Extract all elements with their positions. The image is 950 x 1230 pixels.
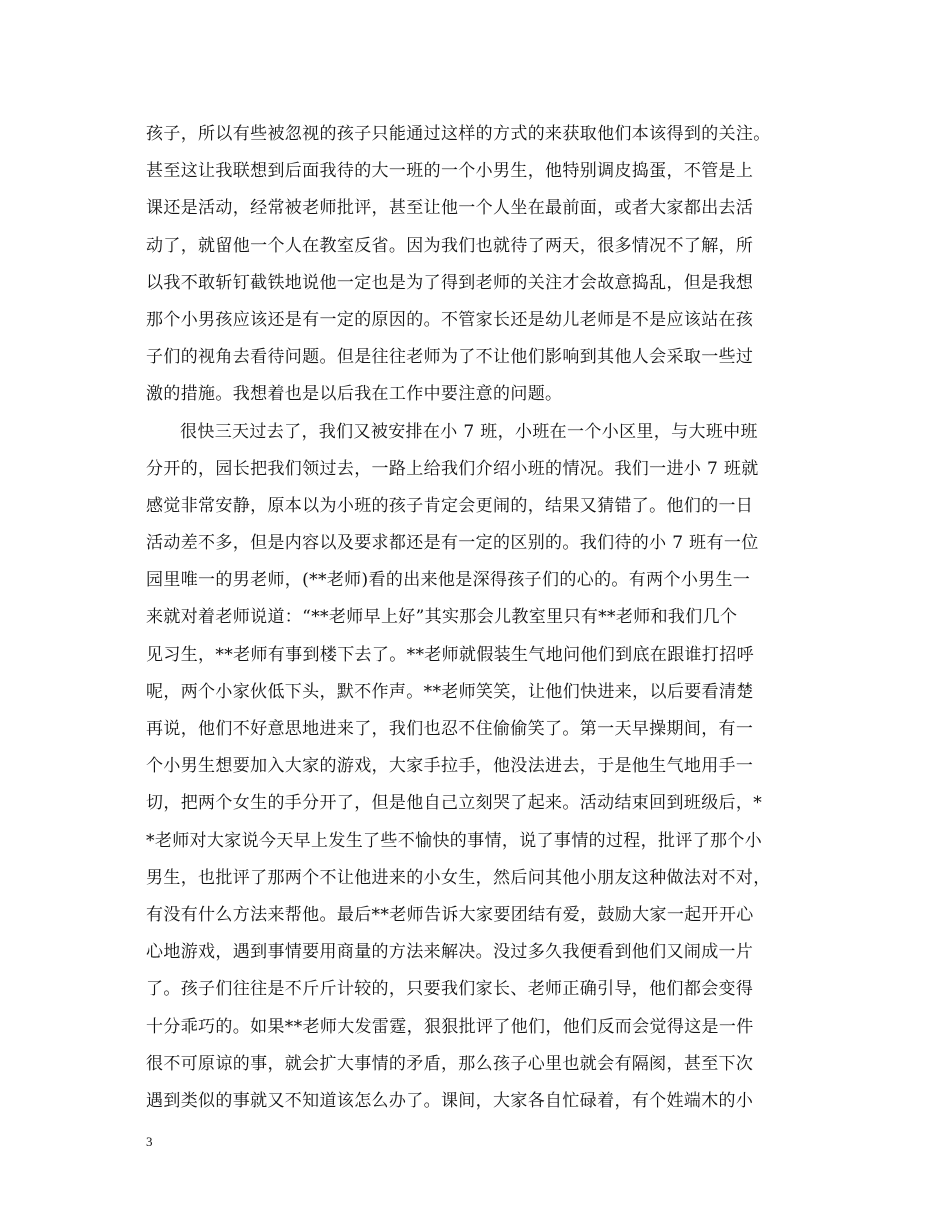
page-number: 3: [146, 1134, 153, 1149]
text-line: 心地游戏，遇到事情要用商量的方法来解决。没过多久我便看到他们又闹成一片: [146, 942, 754, 963]
text-line: 甚至这让我联想到后面我待的大一班的一个小男生，他特别调皮捣蛋，不管是上: [146, 161, 754, 182]
body-text: [146, 116, 806, 1120]
paragraph-2: [146, 414, 806, 1121]
text-line: 很快三天过去了，我们又被安排在小 7 班，小班在一个小区里，与大班中班: [180, 421, 758, 442]
text-line: 个小男生想要加入大家的游戏，大家手拉手，他没法进去，于是他生气地用手一: [146, 756, 754, 777]
text-line: 再说，他们不好意思地进来了，我们也忍不住偷偷笑了。第一天早操期间，有一: [146, 719, 754, 739]
text-line: 动了，就留他一个人在教室反省。因为我们也就待了两天，很多情况不了解，所: [146, 235, 754, 256]
text-line: 遇到类似的事就又不知道该怎么办了。课间，大家各自忙碌着，有个姓端木的小: [146, 1090, 754, 1111]
text-line: 课还是活动，经常被老师批评，甚至让他一个人坐在最前面，或者大家都出去活: [146, 198, 754, 219]
text-line: 呢，两个小家伙低下头，默不作声。**老师笑笑，让他们快进来，以后要看清楚: [146, 681, 754, 702]
text-line: 见习生，**老师有事到楼下去了。**老师就假装生气地问他们到底在跟谁打招呼: [146, 644, 754, 665]
paragraph-1: [146, 116, 806, 414]
text-line: 子们的视角去看待问题。但是往往老师为了不让他们影响到其他人会采取一些过: [146, 347, 754, 368]
text-line: 激的措施。我想着也是以后我在工作中要注意的问题。: [146, 384, 563, 405]
text-line: 男生，也批评了那两个不让他进来的小女生，然后问其他小朋友这种做法对不对，: [146, 867, 771, 888]
text-line: 十分乖巧的。如果**老师大发雷霆，狠狠批评了他们，他们反而会觉得这是一件: [146, 1016, 754, 1037]
text-line: 活动差不多，但是内容以及要求都还是有一定的区别的。我们待的小 7 班有一位: [146, 533, 759, 554]
text-line: 以我不敢斩钉截铁地说他一定也是为了得到老师的关注才会故意捣乱，但是我想: [146, 272, 754, 293]
text-line: 那个小男孩应该还是有一定的原因的。不管家长还是幼儿老师是不是应该站在孩: [146, 309, 754, 330]
text-line: 有没有什么方法来帮他。最后**老师告诉大家要团结有爱，鼓励大家一起开开心: [146, 904, 754, 925]
text-line: 很不可原谅的事，就会扩大事情的矛盾，那么孩子心里也就会有隔阂，甚至下次: [146, 1053, 754, 1074]
text-line: 园里唯一的男老师，(**老师)看的出来他是深得孩子们的心的。有两个小男生一: [146, 570, 751, 591]
text-line: 切，把两个女生的手分开了，但是他自己立刻哭了起来。活动结束回到班级后，*: [146, 793, 763, 814]
text-line: 了。孩子们往往是不斤斤计较的，只要我们家长、老师正确引导，他们都会变得: [146, 979, 754, 1000]
text-line: *老师对大家说今天早上发生了些不愉快的事情，说了事情的过程，批评了那个小: [146, 830, 763, 851]
text-line: 孩子，所以有些被忽视的孩子只能通过这样的方式的来获取他们本该得到的关注。: [146, 124, 771, 144]
text-line: 感觉非常安静，原本以为小班的孩子肯定会更闹的，结果又猜错了。他们的一日: [146, 495, 754, 516]
text-line: 分开的，园长把我们领过去，一路上给我们介绍小班的情况。我们一进小 7 班就: [146, 458, 759, 479]
text-line: 来就对着老师说道：“**老师早上好”其实那会儿教室里只有**老师和我们几个: [146, 607, 738, 628]
